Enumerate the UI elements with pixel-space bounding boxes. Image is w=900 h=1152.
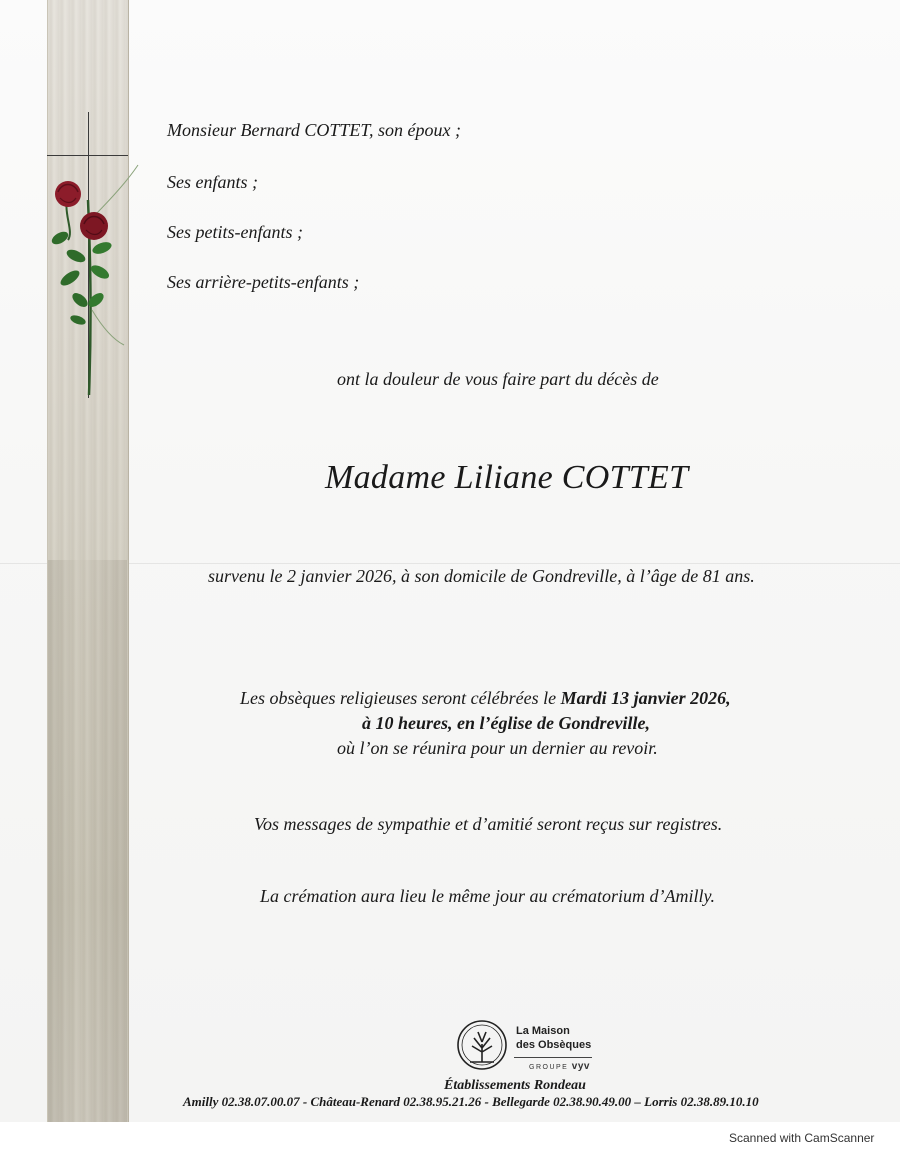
death-details: survenu le 2 janvier 2026, à son domicile de Gondreville, à l’âge de 81 ans. xyxy=(208,566,755,586)
funeral-line-1-prefix: Les obsèques religieuses seront célébrées le xyxy=(240,688,561,708)
logo-group-label xyxy=(529,1061,590,1072)
family-member-children: Ses enfants ; xyxy=(167,172,258,192)
rose-icon xyxy=(40,160,140,400)
funeral-line-2: à 10 heures, en l’église de Gondreville, xyxy=(362,713,650,733)
logo-brand: vyv xyxy=(571,1061,590,1072)
paper-fold-line xyxy=(0,563,900,564)
funeral-line-1 xyxy=(240,688,731,709)
cross-arm xyxy=(47,155,128,156)
phone-numbers: Amilly 02.38.07.00.07 - Château-Renard 02.38.95.21.26 - Bellegarde 02.38.90.49.00 – Lorris 02.38.89.10.10 xyxy=(183,1094,759,1109)
family-member-spouse: Monsieur Bernard COTTET, son époux ; xyxy=(167,120,461,140)
deceased-name: Madame Liliane COTTET xyxy=(325,459,689,496)
family-member-great-grandchildren: Ses arrière-petits-enfants ; xyxy=(167,272,360,292)
logo-group-word: GROUPE xyxy=(529,1064,569,1071)
establishment-name: Établissements Rondeau xyxy=(444,1078,586,1093)
cremation-note: La crémation aura lieu le même jour au crématorium d’Amilly. xyxy=(260,886,715,906)
logo-divider xyxy=(514,1057,592,1058)
funeral-line-3: où l’on se réunira pour un dernier au revoir. xyxy=(337,738,658,758)
announcement-intro: ont la douleur de vous faire part du décès de xyxy=(337,369,659,389)
logo-line-1: La Maison xyxy=(516,1025,570,1037)
family-member-grandchildren: Ses petits-enfants ; xyxy=(167,222,303,242)
funeral-date: Mardi 13 janvier 2026, xyxy=(560,688,731,708)
messages-note: Vos messages de sympathie et d’amitié seront reçus sur registres. xyxy=(254,814,723,834)
logo-line-2: des Obsèques xyxy=(516,1039,592,1051)
band-shading xyxy=(48,560,127,1122)
scanner-watermark: Scanned with CamScanner xyxy=(729,1131,875,1145)
